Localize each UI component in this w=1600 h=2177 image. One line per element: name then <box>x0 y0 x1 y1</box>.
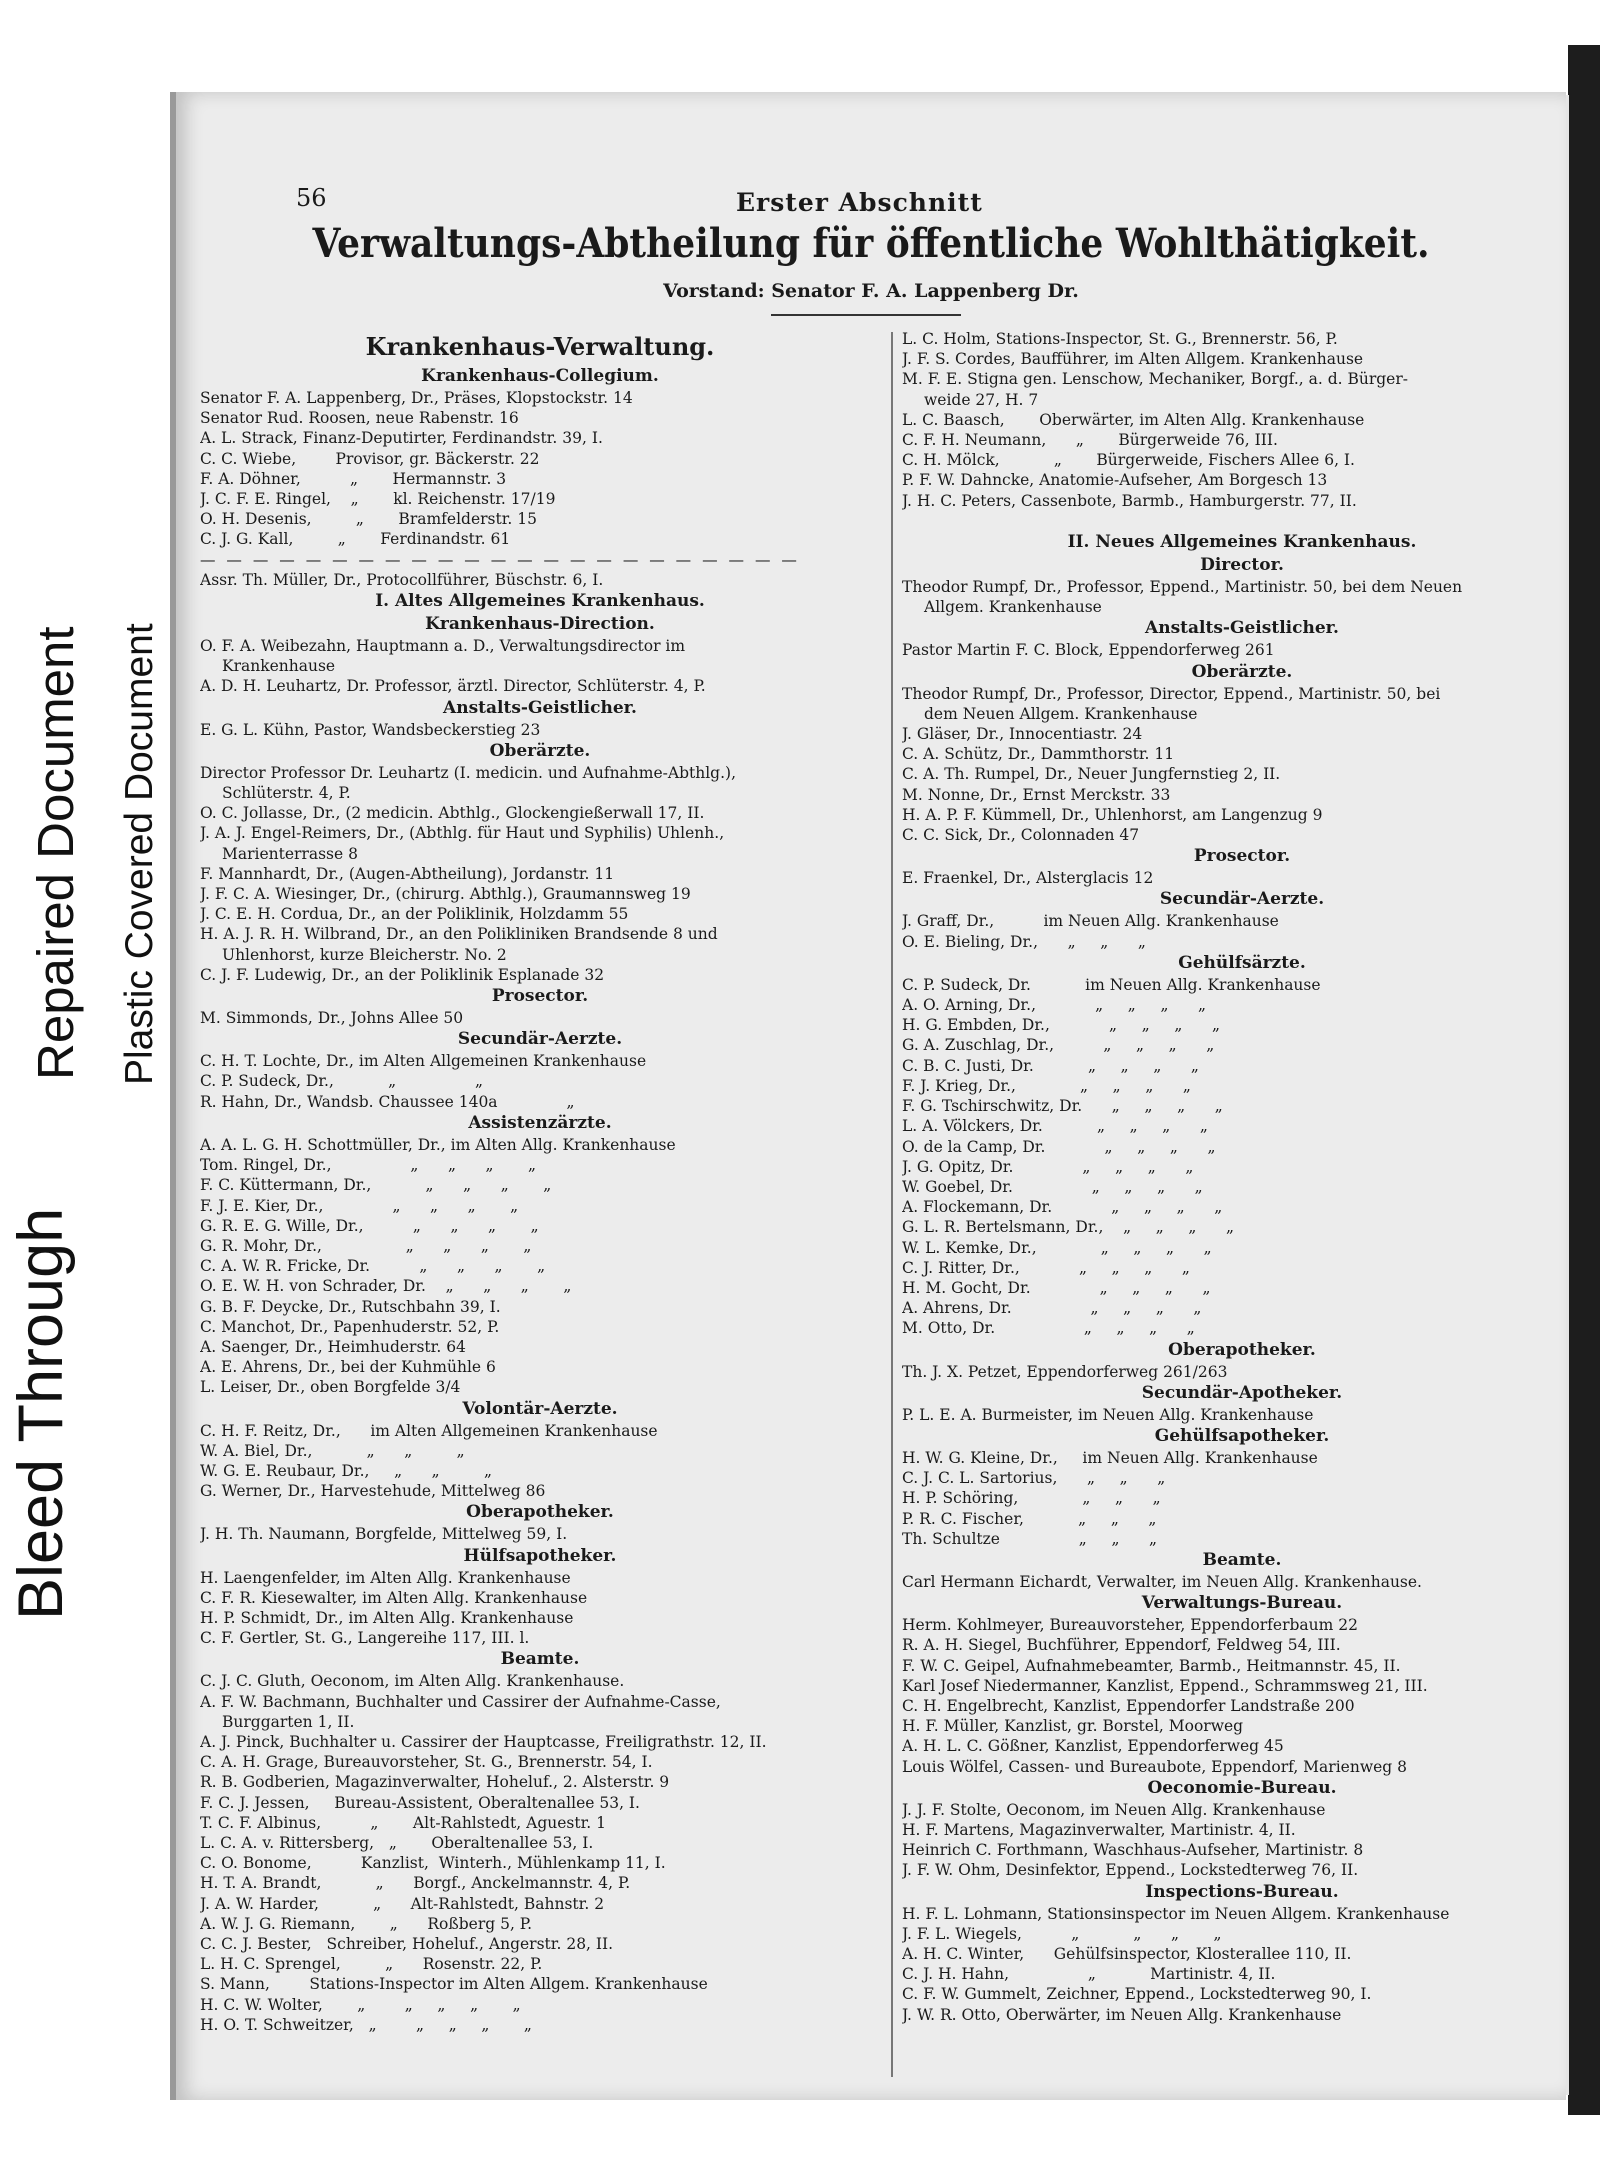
section-heading-line: Beamte. <box>1202 1549 1282 1570</box>
entry-line: J. H. C. Peters, Cassenbote, Barmb., Hamburgerstr. 77, II. <box>902 491 1357 510</box>
entry-line: Tom. Ringel, Dr., „ „ „ „ <box>200 1156 537 1175</box>
entry-line: H. P. Schöring, „ „ „ <box>902 1489 1161 1508</box>
plastic-covered-label: Plastic Covered Document <box>118 623 161 1085</box>
entry-line: J. A. J. Engel-Reimers, Dr., (Abthlg. für Haut und Syphilis) Uhlenh., <box>200 824 725 843</box>
entry-line: J. F. S. Cordes, Baufführer, im Alten Allgem. Krankenhause <box>902 350 1364 369</box>
entry-line: P. F. W. Dahncke, Anatomie-Aufseher, Am Borgesch 13 <box>902 471 1328 490</box>
section-heading-line: Inspections-Bureau. <box>1145 1881 1339 1902</box>
entry-line: C. F. W. Gummelt, Zeichner, Eppend., Lockstedterweg 90, I. <box>902 1985 1372 2004</box>
bleed-through-label: Bleed Through <box>6 1207 76 1620</box>
entry-line: C. J. G. Kall, „ Ferdinandstr. 61 <box>200 530 511 549</box>
entry-line: C. H. Mölck, „ Bürgerweide, Fischers Allee 6, I. <box>902 451 1355 470</box>
entry-line: J. F. W. Ohm, Desinfektor, Eppend., Lockstedterweg 76, II. <box>902 1861 1359 1880</box>
entry-line: A. E. Ahrens, Dr., bei der Kuhmühle 6 <box>200 1358 496 1377</box>
entry-line: M. Nonne, Dr., Ernst Merckstr. 33 <box>902 785 1171 804</box>
section-heading-line: Krankenhaus-Verwaltung. <box>365 332 715 361</box>
entry-line: M. Simmonds, Dr., Johns Allee 50 <box>200 1009 464 1028</box>
entry-line: T. C. F. Albinus, „ Alt-Rahlstedt, Aguestr. 1 <box>200 1813 606 1832</box>
entry-line: F. C. Küttermann, Dr., „ „ „ „ <box>200 1176 552 1195</box>
entry-line: Schlüterstr. 4, P. <box>222 784 351 803</box>
entry-line: Uhlenhorst, kurze Bleicherstr. No. 2 <box>222 945 507 964</box>
section-heading-line: Verwaltungs-Bureau. <box>1141 1593 1343 1614</box>
entry-line: C. A. Th. Rumpel, Dr., Neuer Jungfernstieg 2, II. <box>902 765 1281 784</box>
entry-line: O. E. Bieling, Dr., „ „ „ <box>902 932 1146 951</box>
entry-line: H. G. Embden, Dr., „ „ „ „ <box>902 1016 1220 1035</box>
entry-line: C. C. Wiebe, Provisor, gr. Bäckerstr. 22 <box>200 449 540 468</box>
entry-line: M. Otto, Dr. „ „ „ „ <box>902 1319 1195 1338</box>
section-heading-line: Oeconomie-Bureau. <box>1147 1777 1337 1798</box>
section-heading-line: Secundär-Aerzte. <box>1159 889 1325 910</box>
section-heading-line: Oberapotheker. <box>1168 1339 1316 1360</box>
entry-line: C. P. Sudeck, Dr. im Neuen Allg. Krankenhause <box>902 975 1321 994</box>
entry-line: A. W. J. G. Riemann, „ Roßberg 5, P. <box>200 1914 533 1933</box>
entry-line: O. C. Jollasse, Dr., (2 medicin. Abthlg., Glockengießerwall 17, II. <box>200 804 705 823</box>
entry-line: G. A. Zuschlag, Dr., „ „ „ „ <box>902 1036 1215 1055</box>
section-heading-line: Secundär-Apotheker. <box>1141 1382 1343 1403</box>
section-heading-line: Prosector. <box>1193 846 1291 867</box>
entry-line: C. H. T. Lochte, Dr., im Alten Allgemeinen Krankenhause <box>200 1052 647 1071</box>
entry-line: C. C. J. Bester, Schreiber, Hoheluf., Angerstr. 28, II. <box>200 1935 614 1953</box>
entry-line: Senator F. A. Lappenberg, Dr., Präses, Klopstockstr. 14 <box>200 389 633 407</box>
left-column <box>200 329 880 2035</box>
section-heading-line: Beamte. <box>500 1649 580 1670</box>
page-number: 56 <box>296 184 327 212</box>
entry-line: L. H. C. Sprengel, „ Rosenstr. 22, P. <box>200 1955 543 1974</box>
section-heading-line: Prosector. <box>491 986 589 1007</box>
entry-line: Assr. Th. Müller, Dr., Protocollführer, Büschstr. 6, I. <box>200 570 604 589</box>
entry-line: H. P. Schmidt, Dr., im Alten Allg. Krankenhause <box>200 1608 574 1627</box>
entry-line: M. F. E. Stigna gen. Lenschow, Mechaniker, Borgf., a. d. Bürger- <box>902 370 1409 389</box>
section-heading-line: Krankenhaus-Collegium. <box>421 366 659 386</box>
entry-line: Theodor Rumpf, Dr., Professor, Eppend., Martinistr. 50, bei dem Neuen <box>902 578 1463 597</box>
entry-line: weide 27, H. 7 <box>924 390 1039 409</box>
entry-line: O. H. Desenis, „ Bramfelderstr. 15 <box>200 510 538 529</box>
entry-line: — — — — — — — — — — — — — — — — — — — — — — — <box>200 550 800 569</box>
entry-line: C. A. H. Grage, Bureauvorsteher, St. G., Brennerstr. 54, I. <box>200 1753 653 1772</box>
entry-line: J. C. E. H. Cordua, Dr., an der Poliklinik, Holzdamm 55 <box>200 905 629 924</box>
entry-line: A. Saenger, Dr., Heimhuderstr. 64 <box>200 1337 466 1356</box>
entry-line: J. Gläser, Dr., Innocentiastr. 24 <box>902 725 1143 744</box>
entry-line: A. F. W. Bachmann, Buchhalter und Cassirer der Aufnahme-Casse, <box>200 1692 721 1711</box>
entry-line: C. J. Ritter, Dr., „ „ „ „ <box>902 1258 1190 1277</box>
entry-line: Burggarten 1, II. <box>222 1712 355 1731</box>
entry-line: Th. Schultze „ „ „ <box>902 1529 1158 1548</box>
entry-line: C. Manchot, Dr., Papenhuderstr. 52, P. <box>200 1317 500 1336</box>
entry-line: E. G. L. Kühn, Pastor, Wandsbeckerstieg 23 <box>200 720 541 739</box>
entry-line: A. Ahrens, Dr. „ „ „ „ <box>902 1299 1202 1318</box>
entry-line: H. F. L. Lohmann, Stationsinspector im Neuen Allgem. Krankenhause <box>902 1904 1450 1923</box>
entry-line: Th. J. X. Petzet, Eppendorferweg 261/263 <box>902 1362 1228 1381</box>
entry-line: A. Flockemann, Dr. „ „ „ „ <box>902 1198 1223 1217</box>
entry-line: P. R. C. Fischer, „ „ „ <box>902 1509 1157 1528</box>
section-heading: Erster Abschnitt <box>736 188 983 217</box>
entry-line: Allgem. Krankenhause <box>924 598 1102 617</box>
entry-line: J. Graff, Dr., im Neuen Allg. Krankenhause <box>902 912 1279 931</box>
entry-line: C. J. F. Ludewig, Dr., an der Poliklinik Esplanade 32 <box>200 965 605 984</box>
entry-line: G. R. Mohr, Dr., „ „ „ „ <box>200 1236 532 1255</box>
entry-line: O. E. W. H. von Schrader, Dr. „ „ „ „ <box>200 1277 572 1296</box>
vorstand-line: Vorstand: Senator F. A. Lappenberg Dr. <box>663 280 1079 302</box>
entry-line: O. de la Camp, Dr. „ „ „ „ <box>902 1137 1216 1156</box>
entry-line: A. H. L. C. Gößner, Kanzlist, Eppendorferweg 45 <box>902 1737 1284 1756</box>
entry-line: H. C. W. Wolter, „ „ „ „ „ <box>200 1995 521 2014</box>
section-heading-line: Anstalts-Geistlicher. <box>443 697 637 718</box>
entry-line: H. T. A. Brandt, „ Borgf., Anckelmannstr. 4, P. <box>200 1874 631 1893</box>
entry-line: C. J. H. Hahn, „ Martinistr. 4, II. <box>902 1965 1276 1984</box>
right-column <box>902 329 1582 2025</box>
entry-line: Herm. Kohlmeyer, Bureauvorsteher, Eppendorferbaum 22 <box>902 1616 1358 1635</box>
entry-line: C. A. W. R. Fricke, Dr. „ „ „ „ <box>200 1257 546 1276</box>
entry-line: C. H. Engelbrecht, Kanzlist, Eppendorfer Landstraße 200 <box>902 1696 1355 1715</box>
section-heading-line: Oberärzte. <box>1191 661 1293 682</box>
entry-line: H. A. P. F. Kümmell, Dr., Uhlenhorst, am Langenzug 9 <box>902 805 1323 824</box>
entry-line: H. F. Martens, Magazinverwalter, Martinistr. 4, II. <box>902 1820 1296 1839</box>
entry-line: Karl Josef Niedermanner, Kanzlist, Eppend., Schrammsweg 21, III. <box>902 1676 1428 1695</box>
entry-line: Pastor Martin F. C. Block, Eppendorferweg 261 <box>902 641 1275 660</box>
section-heading-line: Gehülfsärzte. <box>1178 952 1306 973</box>
entry-line: Heinrich C. Forthmann, Waschhaus-Aufseher, Martinistr. 8 <box>902 1841 1364 1860</box>
entry-line: O. F. A. Weibezahn, Hauptmann a. D., Verwaltungsdirector im <box>200 637 686 656</box>
entry-line: J. F. C. A. Wiesinger, Dr., (chirurg. Abthlg.), Graumannsweg 19 <box>200 885 691 904</box>
entry-line: A. H. C. Winter, Gehülfsinspector, Klosterallee 110, II. <box>902 1945 1352 1963</box>
section-heading-line: Director. <box>1200 555 1284 576</box>
entry-line: Louis Wölfel, Cassen- und Bureaubote, Eppendorf, Marienweg 8 <box>902 1757 1407 1776</box>
section-heading-line: Assistenzärzte. <box>468 1112 612 1133</box>
entry-line: C. H. F. Reitz, Dr., im Alten Allgemeinen Krankenhause <box>200 1421 658 1440</box>
entry-line: P. L. E. A. Burmeister, im Neuen Allg. Krankenhause <box>902 1405 1314 1424</box>
entry-line: C. A. Schütz, Dr., Dammthorstr. 11 <box>902 745 1175 764</box>
entry-line: C. C. Sick, Dr., Colonnaden 47 <box>902 826 1140 845</box>
section-heading-line: I. Altes Allgemeines Krankenhaus. <box>375 591 705 612</box>
entry-line: W. L. Kemke, Dr., „ „ „ „ <box>902 1238 1212 1257</box>
entry-line: H. F. Müller, Kanzlist, gr. Borstel, Moorweg <box>902 1717 1244 1736</box>
entry-line: L. A. Völckers, Dr. „ „ „ „ <box>902 1117 1208 1136</box>
page-title: Verwaltungs-Abtheilung für öffentliche Wohlthätigkeit. <box>312 220 1430 267</box>
section-heading-line: Oberärzte. <box>489 740 591 761</box>
entry-line: L. C. Baasch, Oberwärter, im Alten Allg. Krankenhause <box>902 410 1365 429</box>
section-heading-line: Volontär-Aerzte. <box>462 1398 618 1419</box>
section-heading-line: Gehülfsapotheker. <box>1154 1425 1330 1446</box>
entry-line: H. A. J. R. H. Wilbrand, Dr., an den Polikliniken Brandsende 8 und <box>200 925 718 944</box>
entry-line: R. A. H. Siegel, Buchführer, Eppendorf, Feldweg 54, III. <box>902 1636 1341 1655</box>
entry-line: Marienterrasse 8 <box>222 844 358 863</box>
entry-line: C. F. Gertler, St. G., Langereihe 117, III. l. <box>200 1629 530 1648</box>
entry-line: F. G. Tschirschwitz, Dr. „ „ „ „ <box>902 1097 1223 1116</box>
entry-line: R. Hahn, Dr., Wandsb. Chaussee 140a „ <box>200 1092 575 1111</box>
entry-line: H. O. T. Schweitzer, „ „ „ „ „ <box>200 2015 532 2034</box>
entry-line: C. O. Bonome, Kanzlist, Winterh., Mühlenkamp 11, I. <box>200 1854 666 1873</box>
entry-line: J. F. L. Wiegels, „ „ „ „ <box>902 1924 1222 1943</box>
entry-line: J. H. Th. Naumann, Borgfelde, Mittelweg 59, I. <box>200 1525 568 1544</box>
entry-line: G. L. R. Bertelsmann, Dr., „ „ „ „ <box>902 1218 1235 1237</box>
entry-line: J. A. W. Harder, „ Alt-Rahlstedt, Bahnstr. 2 <box>200 1894 605 1913</box>
entry-line: C. P. Sudeck, Dr., „ „ <box>200 1072 484 1091</box>
entry-line: dem Neuen Allgem. Krankenhause <box>924 704 1198 723</box>
entry-line: Theodor Rumpf, Dr., Professor, Director, Eppend., Martinistr. 50, bei <box>902 684 1441 703</box>
entry-line: L. Leiser, Dr., oben Borgfelde 3/4 <box>200 1378 461 1397</box>
entry-line: S. Mann, Stations-Inspector im Alten Allgem. Krankenhause <box>200 1975 708 1994</box>
entry-line: Director Professor Dr. Leuhartz (I. medicin. und Aufnahme-Abthlg.), <box>200 763 736 782</box>
entry-line: C. J. C. L. Sartorius, „ „ „ <box>902 1469 1166 1488</box>
entry-line: G. R. E. G. Wille, Dr., „ „ „ „ <box>200 1216 539 1235</box>
entry-line: A. D. H. Leuhartz, Dr. Professor, ärztl. Director, Schlüterstr. 4, P. <box>200 677 706 696</box>
entry-line: J. J. F. Stolte, Oeconom, im Neuen Allg. Krankenhause <box>902 1800 1326 1819</box>
entry-line: F. Mannhardt, Dr., (Augen-Abtheilung), Jordanstr. 11 <box>200 864 615 883</box>
entry-line: W. G. E. Reubaur, Dr., „ „ „ <box>200 1461 493 1480</box>
entry-line: C. F. R. Kiesewalter, im Alten Allg. Krankenhause <box>200 1588 588 1607</box>
entry-line: Senator Rud. Roosen, neue Rabenstr. 16 <box>200 409 519 428</box>
entry-line: E. Fraenkel, Dr., Alsterglacis 12 <box>902 869 1154 888</box>
entry-line: G. B. F. Deycke, Dr., Rutschbahn 39, I. <box>200 1297 501 1316</box>
entry-line: W. Goebel, Dr. „ „ „ „ <box>902 1177 1203 1196</box>
entry-line: C. J. C. Gluth, Oeconom, im Alten Allg. Krankenhause. <box>200 1672 625 1691</box>
section-heading-line: II. Neues Allgemeines Krankenhaus. <box>1067 532 1417 553</box>
entry-line: J. G. Opitz, Dr. „ „ „ „ <box>902 1157 1194 1176</box>
entry-line <box>902 511 1582 531</box>
entry-line: H. Laengenfelder, im Alten Allg. Krankenhause <box>200 1568 571 1587</box>
entry-line: J. W. R. Otto, Oberwärter, im Neuen Allg. Krankenhause <box>902 2005 1342 2024</box>
entry-line: H. M. Gocht, Dr. „ „ „ „ <box>902 1278 1211 1297</box>
entry-line: L. C. A. v. Rittersberg, „ Oberaltenallee 53, I. <box>200 1833 594 1852</box>
section-heading-line: Secundär-Aerzte. <box>457 1029 623 1050</box>
entry-line: F. W. C. Geipel, Aufnahmebeamter, Barmb., Heitmannstr. 45, II. <box>902 1656 1401 1675</box>
entry-line: H. W. G. Kleine, Dr., im Neuen Allg. Krankenhause <box>902 1448 1318 1467</box>
entry-line: C. F. H. Neumann, „ Bürgerweide 76, III. <box>902 431 1278 450</box>
entry-line: F. J. Krieg, Dr., „ „ „ „ <box>902 1076 1191 1095</box>
entry-line: L. C. Holm, Stations-Inspector, St. G., Brennerstr. 56, P. <box>902 330 1338 348</box>
entry-line: A. O. Arning, Dr., „ „ „ „ <box>902 996 1207 1015</box>
entry-line: G. Werner, Dr., Harvestehude, Mittelweg 86 <box>200 1482 546 1501</box>
repaired-document-label: Repaired Document <box>27 626 84 1080</box>
section-heading-line: Anstalts-Geistlicher. <box>1145 618 1339 639</box>
entry-line: A. L. Strack, Finanz-Deputirter, Ferdinandstr. 39, I. <box>200 429 603 448</box>
entry-line: F. J. E. Kier, Dr., „ „ „ „ <box>200 1196 519 1215</box>
entry-line: J. C. F. E. Ringel, „ kl. Reichenstr. 17/19 <box>200 490 556 509</box>
entry-line: F. C. J. Jessen, Bureau-Assistent, Oberaltenallee 53, I. <box>200 1793 640 1812</box>
entry-line: A. A. L. G. H. Schottmüller, Dr., im Alten Allg. Krankenhause <box>200 1135 676 1154</box>
title-rule <box>771 314 961 316</box>
section-heading-line: Hülfsapotheker. <box>463 1545 617 1566</box>
document-page <box>170 92 1566 2100</box>
entry-line: Krankenhause <box>222 657 336 676</box>
entry-line: F. A. Döhner, „ Hermannstr. 3 <box>200 469 507 488</box>
section-heading-line: Krankenhaus-Direction. <box>425 614 655 635</box>
entry-line: Carl Hermann Eichardt, Verwalter, im Neuen Allg. Krankenhause. <box>902 1572 1422 1591</box>
entry-line: C. B. C. Justi, Dr. „ „ „ „ <box>902 1056 1199 1075</box>
entry-line: W. A. Biel, Dr., „ „ „ <box>200 1441 465 1460</box>
column-divider <box>891 332 893 2077</box>
entry-line: A. J. Pinck, Buchhalter u. Cassirer der Hauptcasse, Freiligrathstr. 12, II. <box>200 1732 767 1751</box>
section-heading-line: Oberapotheker. <box>466 1502 614 1523</box>
entry-line: R. B. Godberien, Magazinverwalter, Hoheluf., 2. Alsterstr. 9 <box>200 1773 670 1792</box>
